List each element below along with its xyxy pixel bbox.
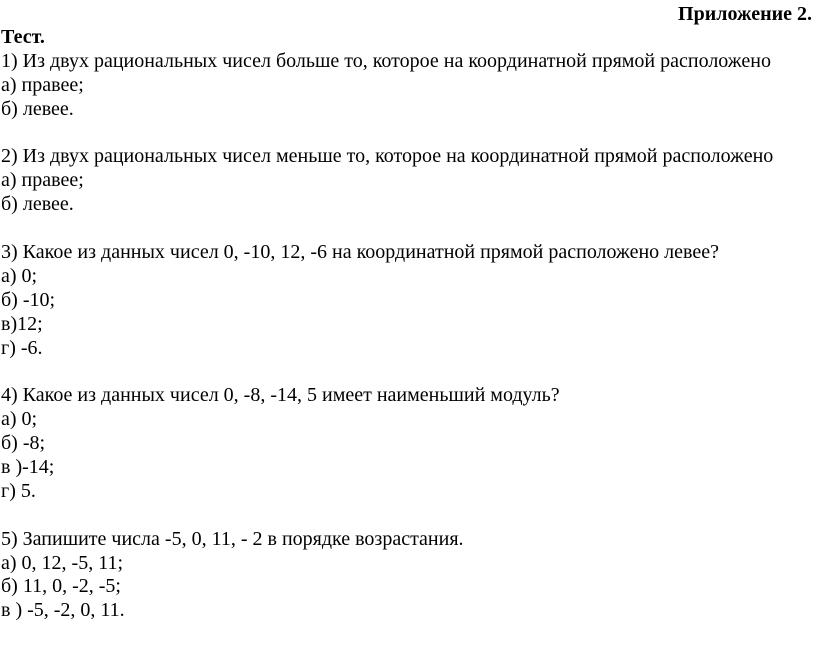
spacer xyxy=(1,504,816,528)
question-5-text: 5) Запишите числа -5, 0, 11, - 2 в порядке возрастания. xyxy=(1,527,464,550)
test-content xyxy=(1,26,816,623)
spacer xyxy=(1,360,816,384)
question-5-option-a: а) 0, 12, -5, 11; xyxy=(1,551,124,574)
question-3-text: 3) Какое из данных чисел 0, -10, 12, -6 на координатной прямой расположено левее? xyxy=(1,241,719,264)
question-3-option-d: г) -6. xyxy=(1,336,43,359)
question-4-option-b: б) -8; xyxy=(1,432,46,455)
question-4-option-a: а) 0; xyxy=(1,408,38,431)
question-1-text: 1) Из двух рациональных чисел больше то, которое на координатной прямой расположено xyxy=(1,49,771,72)
question-2-option-b: б) левее. xyxy=(1,193,74,216)
question-4-text: 4) Какое из данных чисел 0, -8, -14, 5 имеет наименьший модуль? xyxy=(1,384,560,407)
question-4-option-c: в )-14; xyxy=(1,456,55,479)
question-3-option-a: а) 0; xyxy=(1,264,38,287)
question-5-option-c: в ) -5, -2, 0, 11. xyxy=(1,599,125,622)
question-2-option-a: а) правее; xyxy=(1,169,84,192)
spacer xyxy=(1,217,816,241)
question-5-option-b: б) 11, 0, -2, -5; xyxy=(1,575,121,598)
appendix-label: Приложение 2. xyxy=(678,3,812,25)
question-2-text: 2) Из двух рациональных чисел меньше то, которое на координатной прямой расположено xyxy=(1,145,774,168)
test-title: Тест. xyxy=(1,26,45,48)
question-3-option-b: б) -10; xyxy=(1,288,56,311)
question-1-option-a: а) правее; xyxy=(1,73,84,96)
question-3-option-c: в)12; xyxy=(1,312,43,335)
question-4-option-d: г) 5. xyxy=(1,479,36,502)
spacer xyxy=(1,122,816,146)
question-1-option-b: б) левее. xyxy=(1,97,74,120)
